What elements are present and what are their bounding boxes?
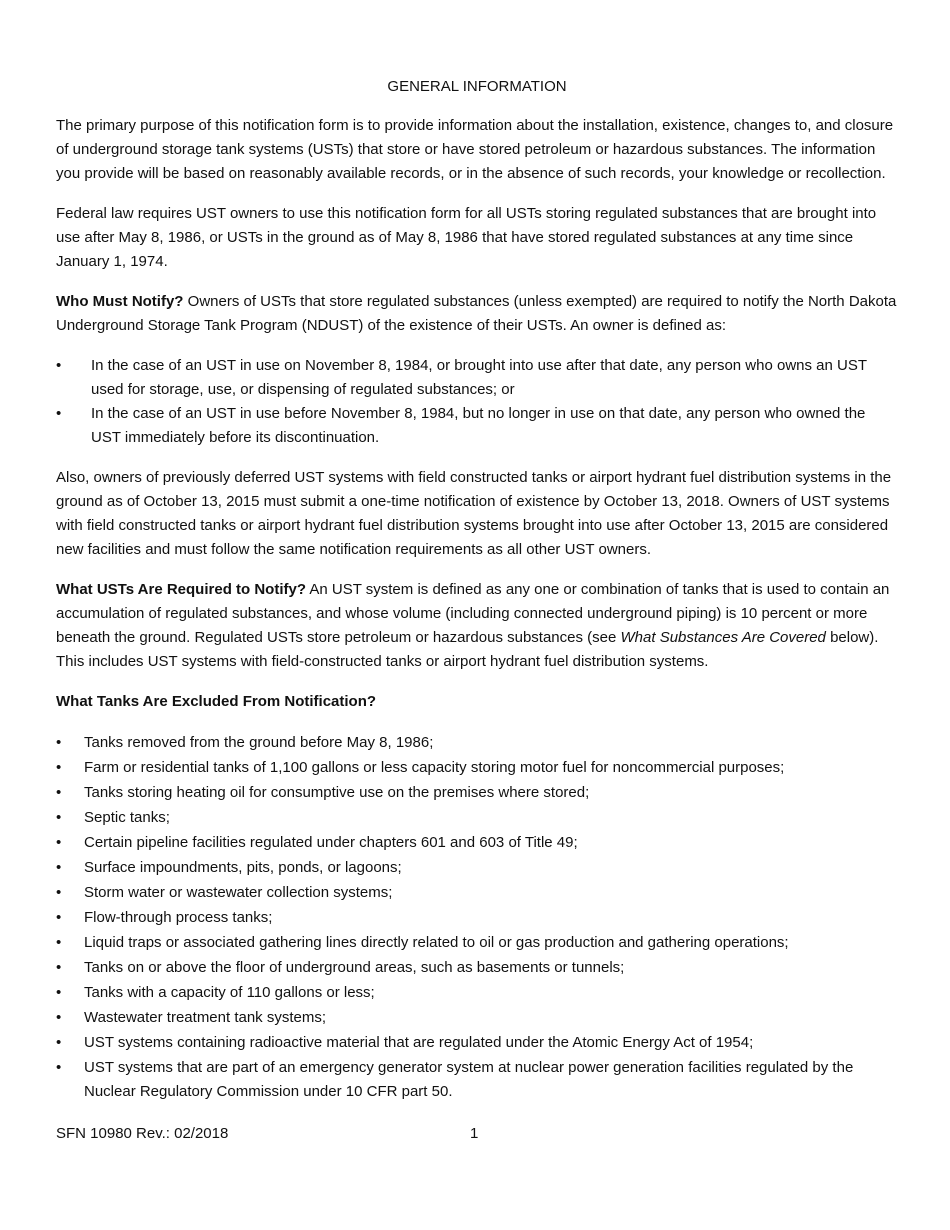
list-item: • Tanks removed from the ground before May 8, 1986; — [56, 731, 898, 755]
list-item: • Liquid traps or associated gathering lines directly related to oil or gas production and gathering operations; — [56, 931, 898, 955]
what-usts-text: An UST system is defined as any one or combination of tanks that is used to contain an accumulation of regulated substances, and whose volume (including connected underground piping) is 10 percent or more beneath the ground. Regulated USTs store petroleum or hazardous substances (see — [56, 581, 890, 646]
list-item: • Wastewater treatment tank systems; — [56, 1006, 898, 1030]
form-identifier: SFN 10980 Rev.: 02/2018 — [56, 1125, 229, 1142]
intro-paragraph-2: Federal law requires UST owners to use this notification form for all USTs storing regulated substances that are brought into use after May 8, 1986, or USTs in the ground as of May 8, 1986 that have stored regulated substances at any time since January 1, 1974. — [56, 205, 877, 270]
list-item: • Tanks on or above the floor of underground areas, such as basements or tunnels; — [56, 956, 898, 980]
excluded-tanks-list — [56, 731, 898, 1104]
what-usts-heading: What USTs Are Required to Notify? — [56, 581, 307, 598]
page-number: 1 — [470, 1125, 479, 1142]
list-item: • Tanks with a capacity of 110 gallons or less; — [56, 981, 898, 1005]
list-item: • Farm or residential tanks of 1,100 gallons or less capacity storing motor fuel for noncommercial purposes; — [56, 756, 898, 780]
list-item: • Flow-through process tanks; — [56, 906, 898, 930]
list-item: • UST systems containing radioactive material that are regulated under the Atomic Energy Act of 1954; — [56, 1031, 898, 1055]
deferred-systems-paragraph: Also, owners of previously deferred UST systems with field constructed tanks or airport hydrant fuel distribution systems in the ground as of October 13, 2015 must submit a one-time notification of existence by October 13, 2018. Owners of UST systems with field constructed tanks or airport hydrant fuel distribution systems brought into use after October 13, 2015 are considered new facilities and must follow the same notification requirements as all other UST owners. — [56, 469, 892, 558]
who-must-notify-heading: Who Must Notify? — [56, 293, 184, 310]
who-must-notify-paragraph — [56, 290, 898, 338]
excluded-tanks-heading: What Tanks Are Excluded From Notification? — [56, 693, 377, 710]
list-item: • In the case of an UST in use on November 8, 1984, or brought into use after that date, any person who owns an UST used for storage, use, or dispensing of regulated substances; or — [56, 354, 898, 402]
document-page — [56, 75, 898, 1105]
list-item: • Tanks storing heating oil for consumptive use on the premises where stored; — [56, 781, 898, 805]
list-item: • Surface impoundments, pits, ponds, or lagoons; — [56, 856, 898, 880]
substances-reference: What Substances Are Covered — [620, 629, 826, 646]
list-item: • UST systems that are part of an emergency generator system at nuclear power generation facilities regulated by the Nuclear Regulatory Commission under 10 CFR part 50. — [56, 1056, 898, 1104]
list-item: • Septic tanks; — [56, 806, 898, 830]
list-item: • In the case of an UST in use before November 8, 1984, but no longer in use on that date, any person who owned the UST immediately before its discontinuation. — [56, 402, 898, 450]
page-title: GENERAL INFORMATION — [387, 78, 567, 95]
intro-paragraph-1: The primary purpose of this notification form is to provide information about the installation, existence, changes to, and closure of underground storage tank systems (USTs) that store or have stored petroleum or hazardous substances. The information you provide will be based on reasonably available records, or in the absence of such records, your knowledge or recollection. — [56, 117, 894, 182]
what-usts-text-after: below). This includes UST systems with field-constructed tanks or airport hydrant fuel distribution systems. — [56, 629, 879, 670]
page-footer — [56, 1122, 898, 1146]
list-item: • Storm water or wastewater collection systems; — [56, 881, 898, 905]
what-usts-paragraph — [56, 578, 898, 674]
owner-definition-list — [56, 354, 898, 450]
who-must-notify-text: Owners of USTs that store regulated substances (unless exempted) are required to notify the North Dakota Underground Storage Tank Program (NDUST) of the existence of their USTs. An owner is defined as: — [56, 293, 897, 334]
list-item: • Certain pipeline facilities regulated under chapters 601 and 603 of Title 49; — [56, 831, 898, 855]
